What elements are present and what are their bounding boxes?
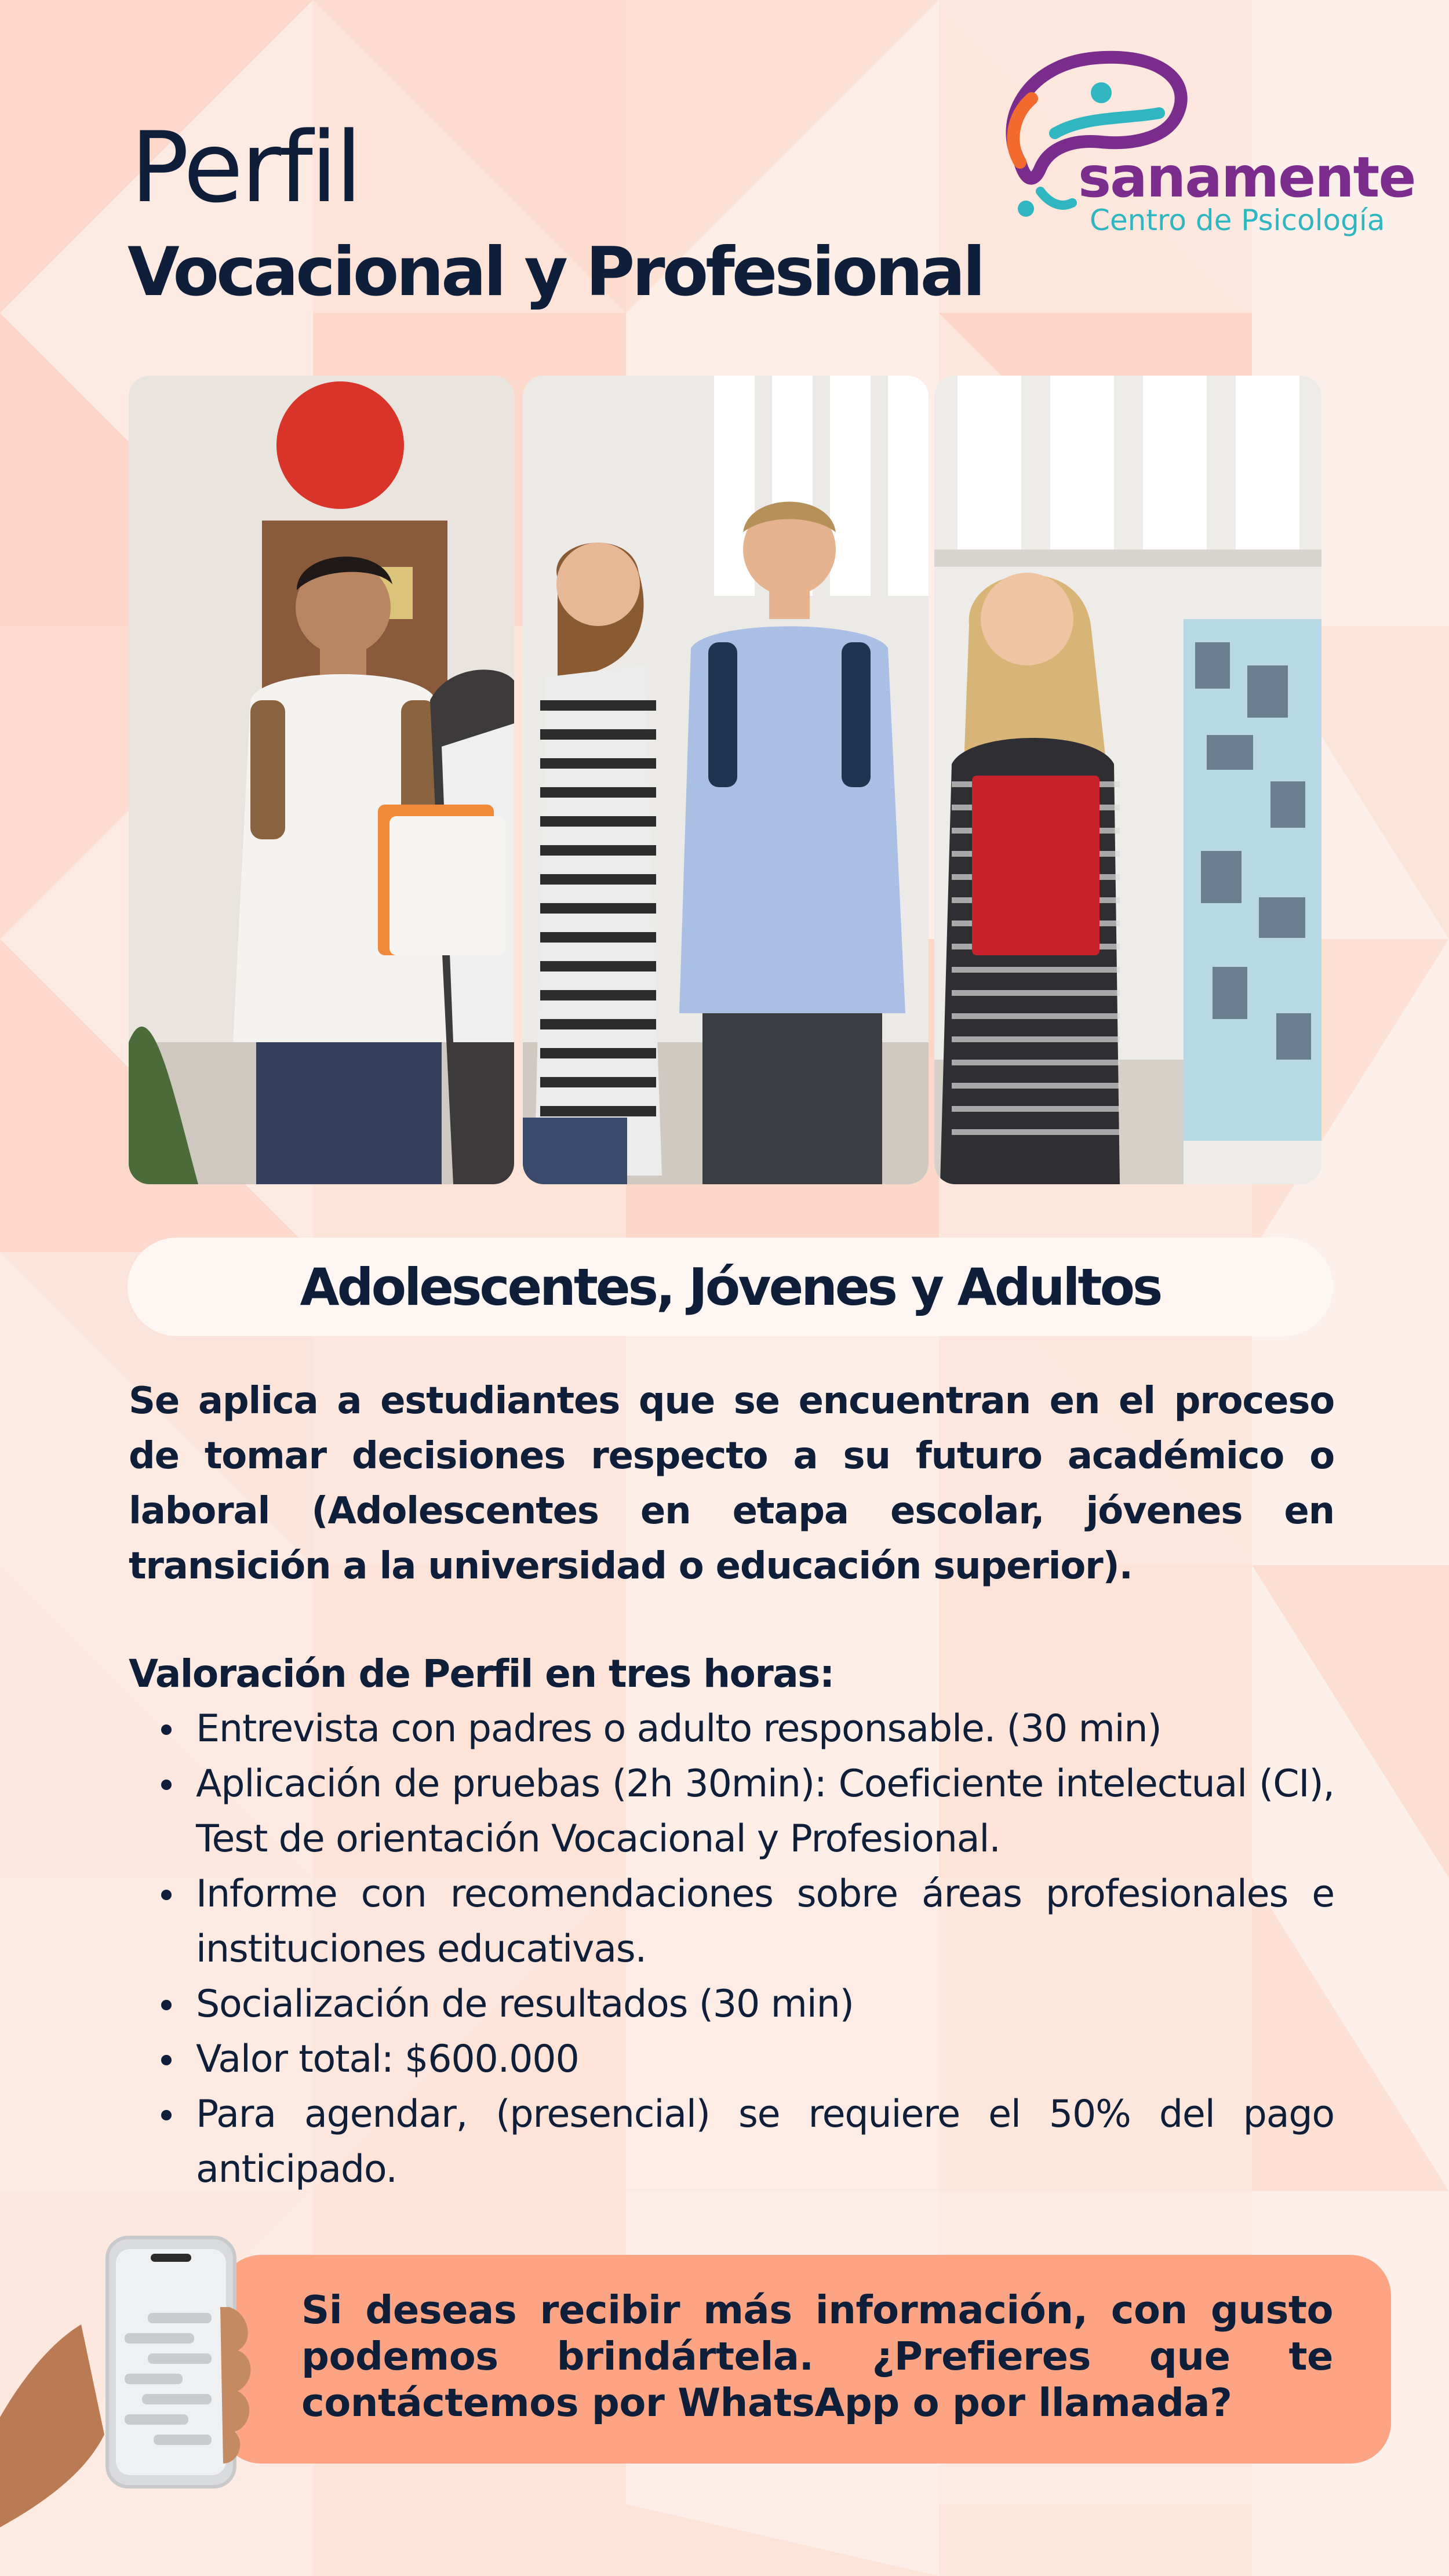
- students-photo-center: [523, 376, 929, 1184]
- students-photo-right: [934, 376, 1321, 1184]
- list-item: Aplicación de pruebas (2h 30min): Coeficiente intelectual (CI), Test de orientación Vocacional y Profesional.: [156, 1756, 1334, 1866]
- assessment-heading: Valoración de Perfil en tres horas:: [129, 1651, 834, 1696]
- list-item: Para agendar, (presencial) se requiere el 50% del pago anticipado.: [156, 2087, 1334, 2197]
- list-item: Entrevista con padres o adulto responsable. (30 min): [156, 1701, 1334, 1756]
- assessment-list: [156, 1701, 1334, 2197]
- page-subtitle: Vocacional y Profesional: [128, 233, 983, 311]
- page-title: Perfil: [130, 111, 361, 224]
- logo-subtitle: Centro de Psicología: [1090, 203, 1385, 237]
- description-text: Se aplica a estudiantes que se encuentran en el proceso de tomar decisiones respecto a su futuro académico o laboral (Adolescentes en etapa escolar, jóvenes en transición a la universidad o educación superior).: [129, 1380, 1334, 1588]
- phone-in-hand-icon: [0, 2226, 267, 2527]
- list-item: Informe con recomendaciones sobre áreas profesionales e instituciones educativas.: [156, 1866, 1334, 1977]
- students-photo-left: [129, 376, 514, 1184]
- logo-name: sanamente: [1078, 145, 1415, 210]
- audience-pill: [128, 1238, 1333, 1336]
- cta-text: Si deseas recibir más información, con gusto podemos brindártela. ¿Prefieres que te contáctemos por WhatsApp o por llamada?: [301, 2287, 1333, 2425]
- list-item: Socialización de resultados (30 min): [156, 1977, 1334, 2032]
- list-item: Valor total: $600.000: [156, 2032, 1334, 2087]
- audience-label: Adolescentes, Jóvenes y Adultos: [300, 1257, 1161, 1317]
